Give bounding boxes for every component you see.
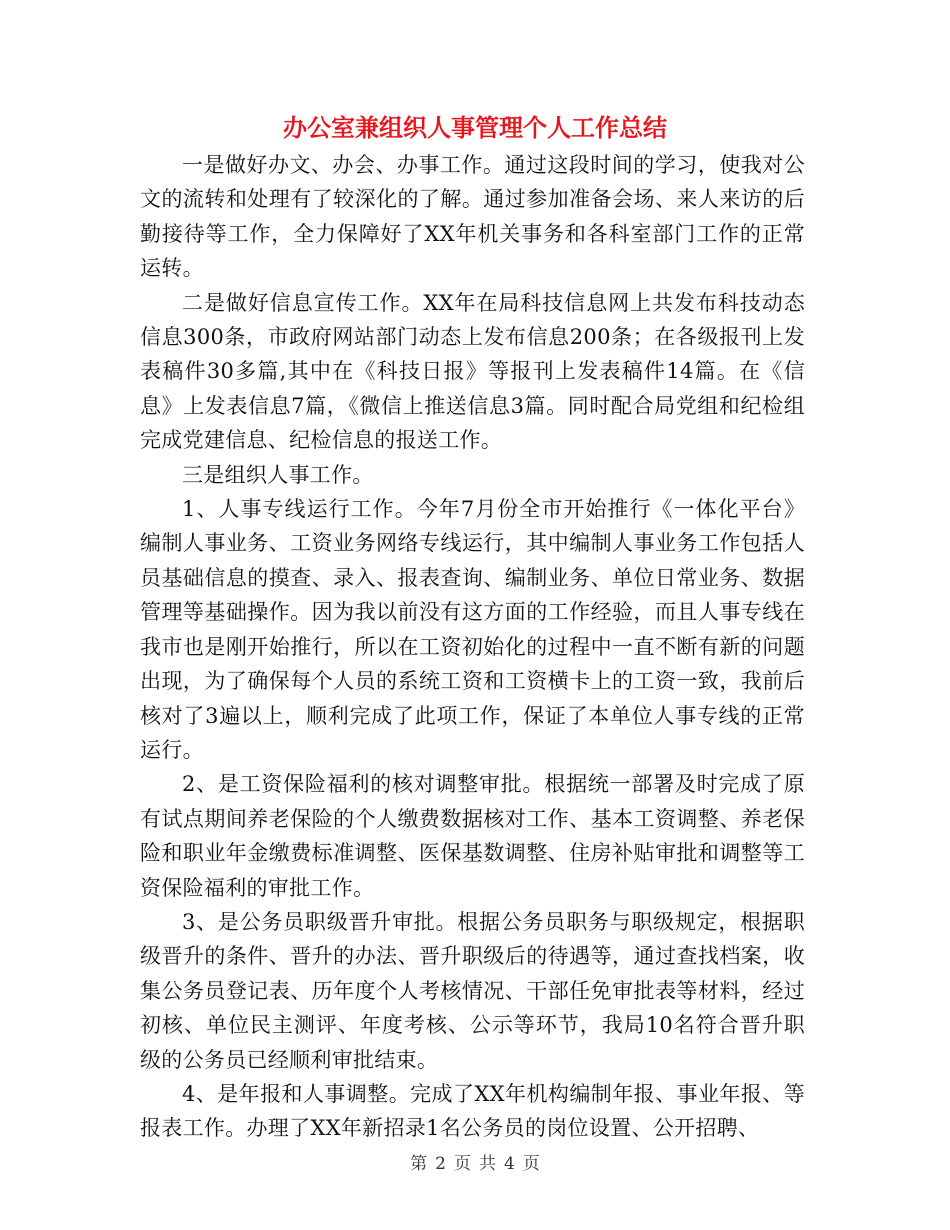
paragraph-annual-report: 4、是年报和人事调整。完成了XX年机构编制年报、事业年报、等报表工作。办理了XX年新招录1名公务员的岗位设置、公开招聘、 xyxy=(140,1081,805,1141)
paragraph-rank-promotion: 3、是公务员职级晋升审批。根据公务员职务与职级规定，根据职级晋升的条件、晋升的办法、晋升职级后的待遇等，通过查找档案，收集公务员登记表、历年度个人考核情况、干部任免审批表等材料，经过初核、单位民主测评、年度考核、公示等环节，我局10名符合晋升职级的公务员已经顺利审批结束。 xyxy=(140,909,805,1072)
document-body xyxy=(140,148,805,1146)
paragraph-publicity-work: 二是做好信息宣传工作。XX年在局科技信息网上共发布科技动态信息300条，市政府网站部门动态上发布信息200条；在各级报刊上发表稿件30多篇,其中在《科技日报》等报刊上发表稿件14篇。在《信息》上发表信息7篇，《微信上推送信息3篇。同时配合局党组和纪检组完成党建信息、纪检信息的报送工作。 xyxy=(140,290,805,453)
document-title: 办公室兼组织人事管理个人工作总结 xyxy=(283,113,667,142)
footer-total-pages: 4 xyxy=(504,1154,515,1174)
paragraph-personnel-line: 1、人事专线运行工作。今年7月份全市开始推行《一体化平台》编制人事业务、工资业务网络专线运行，其中编制人事业务工作包括人员基础信息的摸查、录入、报表查询、编制业务、单位日常业务、数据管理等基础操作。因为我以前没有这方面的工作经验，而且人事专线在我市也是刚开始推行，所以在工资初始化的过程中一直不断有新的问题出现，为了确保每个人员的系统工资和工资横卡上的工资一致，我前后核对了3遍以上，顺利完成了此项工作，保证了本单位人事专线的正常运行。 xyxy=(140,497,805,762)
footer-page-word: 页 xyxy=(454,1154,471,1174)
footer-total-prefix: 共 xyxy=(479,1154,496,1174)
paragraph-personnel-heading: 三是组织人事工作。 xyxy=(182,462,374,487)
paragraph-office-work: 一是做好办文、办会、办事工作。通过这段时间的学习，使我对公文的流转和处理有了较深化的了解。通过参加准备会场、来人来访的后勤接待等工作，全力保障好了XX年机关事务和各科室部门工作的正常运转。 xyxy=(140,153,805,281)
footer-page-word-2: 页 xyxy=(522,1154,540,1174)
footer-current-page: 2 xyxy=(435,1154,446,1174)
paragraph-salary-insurance: 2、是工资保险福利的核对调整审批。根据统一部署及时完成了原有试点期间养老保险的个人缴费数据核对工作、基本工资调整、养老保险和职业年金缴费标准调整、医保基数调整、住房补贴审批和调整等工资保险福利的审批工作。 xyxy=(140,772,805,900)
footer-prefix: 第 xyxy=(410,1154,428,1174)
page-footer xyxy=(0,1152,950,1176)
